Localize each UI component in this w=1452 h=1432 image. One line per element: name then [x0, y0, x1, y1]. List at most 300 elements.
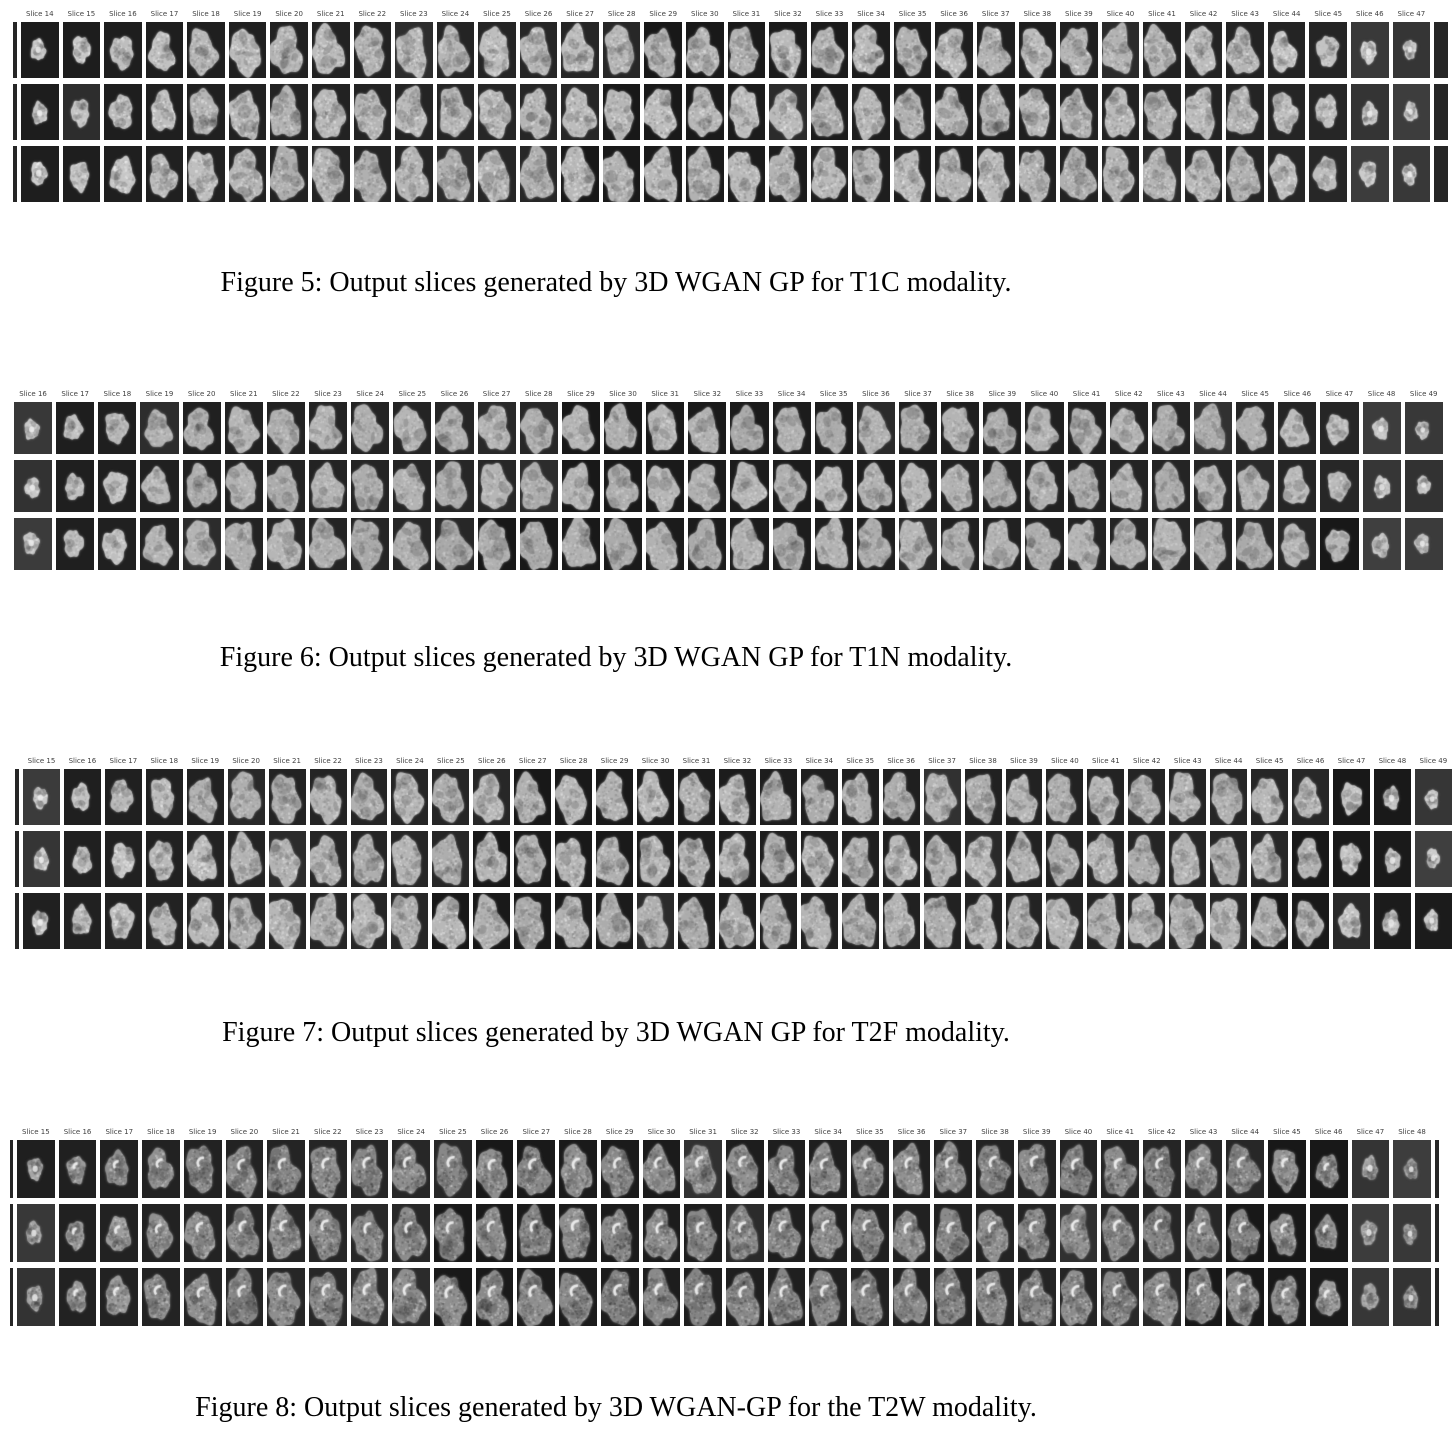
slice-label: Slice 23: [400, 10, 428, 18]
slice-label: Slice 31: [651, 390, 679, 398]
cropped-tile-sliver: [1434, 8, 1448, 202]
slice-column: [773, 388, 811, 570]
mri-slice-tile: [1363, 460, 1401, 512]
slice-column: [1393, 8, 1431, 202]
mri-slice-tile: [760, 893, 797, 949]
mri-slice-tile: [517, 1140, 555, 1198]
slice-column: [941, 388, 979, 570]
mri-slice-tile: [473, 769, 510, 825]
cropped-tile-sliver: [15, 755, 19, 949]
mri-slice-tile: [941, 402, 979, 454]
mri-slice-tile: [643, 1204, 681, 1262]
mri-slice-tile: [555, 769, 592, 825]
mri-slice-tile: [562, 402, 600, 454]
mri-slice-tile: [517, 1204, 555, 1262]
mri-slice-tile: [1068, 402, 1106, 454]
mri-slice-tile: [63, 84, 101, 140]
slice-column: [393, 388, 431, 570]
mri-slice-tile: [1320, 460, 1358, 512]
mri-slice-tile: [478, 460, 516, 512]
mri-slice-tile: [351, 518, 389, 570]
mri-slice-tile: [228, 769, 265, 825]
mri-slice-tile: [270, 84, 308, 140]
mri-slice-tile: [21, 146, 59, 202]
slice-column: [1006, 755, 1043, 949]
slice-label: Slice 24: [397, 1128, 425, 1136]
mri-slice-tile: [1019, 146, 1057, 202]
mri-slice-tile: [100, 1140, 138, 1198]
slice-column: [142, 1126, 180, 1326]
mri-slice-tile: [899, 518, 937, 570]
mri-slice-tile: [140, 402, 178, 454]
mri-slice-tile: [1352, 1268, 1390, 1326]
mri-slice-tile: [476, 1140, 514, 1198]
mri-slice-tile: [56, 518, 94, 570]
slice-label: Slice 31: [689, 1128, 717, 1136]
mri-slice-tile: [555, 893, 592, 949]
mri-slice-tile: [1143, 84, 1181, 140]
mri-slice-tile: [726, 1268, 764, 1326]
slice-label: Slice 32: [774, 10, 802, 18]
slice-label: Slice 15: [27, 757, 56, 765]
mri-slice-tile: [935, 146, 973, 202]
mri-slice-tile: [1194, 460, 1232, 512]
mri-slice-tile: [146, 893, 183, 949]
slice-label: Slice 20: [187, 390, 216, 398]
mri-slice-tile: [184, 1268, 222, 1326]
slice-label: Slice 26: [480, 1128, 509, 1136]
slice-column: [678, 755, 715, 949]
mri-slice-tile: [1087, 893, 1124, 949]
mri-slice-tile: [603, 84, 641, 140]
mri-slice-tile: [351, 402, 389, 454]
slice-column: [437, 8, 475, 202]
slice-column: [187, 8, 225, 202]
mri-slice-tile: [601, 1204, 639, 1262]
slice-column: [310, 755, 347, 949]
mri-slice-tile: [1363, 402, 1401, 454]
mri-slice-tile: [1352, 1204, 1390, 1262]
slice-column: [520, 8, 558, 202]
slice-label: Slice 34: [777, 390, 806, 398]
slice-label: Slice 28: [524, 390, 553, 398]
slice-label: Slice 48: [1378, 757, 1407, 765]
mri-slice-tile: [1060, 146, 1098, 202]
mri-slice-tile: [392, 1268, 430, 1326]
mri-slice-tile: [309, 460, 347, 512]
mri-slice-tile: [1210, 893, 1247, 949]
slice-column: [1185, 8, 1223, 202]
mri-slice-tile: [965, 831, 1002, 887]
mri-slice-tile: [1374, 893, 1411, 949]
mri-slice-tile: [815, 402, 853, 454]
mri-slice-tile: [437, 84, 475, 140]
mri-slice-tile: [105, 831, 142, 887]
mri-slice-tile: [1152, 460, 1190, 512]
mri-slice-tile: [1102, 22, 1140, 78]
slice-label: Slice 23: [355, 757, 383, 765]
slice-column: [1210, 755, 1247, 949]
mri-slice-tile: [309, 402, 347, 454]
slice-label: Slice 33: [764, 757, 793, 765]
mri-slice-tile: [1185, 146, 1223, 202]
slice-label: Slice 19: [233, 10, 262, 18]
slice-label: Slice 31: [732, 10, 761, 18]
mri-slice-tile: [1320, 402, 1358, 454]
mri-slice-tile: [1060, 1268, 1098, 1326]
slice-column: [520, 388, 558, 570]
mri-slice-tile: [1194, 402, 1232, 454]
mri-slice-tile: [842, 769, 879, 825]
mri-slice-tile: [1025, 460, 1063, 512]
sliver-label-space: [1434, 8, 1448, 21]
slice-column: [98, 388, 136, 570]
slice-column: [857, 388, 895, 570]
slice-label: Slice 48: [1398, 1128, 1426, 1136]
mri-slice-tile: [351, 769, 388, 825]
mri-slice-tile: [391, 769, 428, 825]
mri-slice-tile: [140, 518, 178, 570]
slice-label: Slice 47: [1397, 10, 1426, 18]
slice-label: Slice 49: [1409, 390, 1438, 398]
slice-label: Slice 39: [1065, 10, 1093, 18]
slice-label: Slice 44: [1214, 757, 1243, 765]
mri-slice-tile: [1363, 518, 1401, 570]
mri-slice-tile: [312, 22, 350, 78]
slice-column: [842, 755, 879, 949]
mri-slice-tile: [229, 146, 267, 202]
mri-slice-tile: [1393, 84, 1431, 140]
slice-column: [934, 1126, 972, 1326]
slice-label: Slice 27: [482, 390, 511, 398]
slice-column: [1393, 1126, 1431, 1326]
mri-slice-tile: [105, 769, 142, 825]
mri-slice-tile: [893, 1204, 931, 1262]
mri-slice-tile: [56, 460, 94, 512]
slice-label: Slice 29: [649, 10, 678, 18]
mri-slice-tile: [14, 518, 52, 570]
sliver-label-space: [15, 755, 19, 768]
mri-slice-tile: [801, 831, 838, 887]
slice-column: [769, 8, 807, 202]
mri-slice-tile: [719, 893, 756, 949]
mri-slice-tile: [1143, 1268, 1181, 1326]
mri-slice-tile: [1046, 893, 1083, 949]
mri-slice-tile: [719, 831, 756, 887]
slice-column: [184, 1126, 222, 1326]
mri-slice-tile: [883, 893, 920, 949]
slice-column: [728, 8, 766, 202]
mri-slice-tile: [976, 1204, 1014, 1262]
mri-slice-tile: [351, 893, 388, 949]
slice-column: [1405, 388, 1443, 570]
slice-label: Slice 29: [600, 757, 629, 765]
mri-slice-tile: [1101, 1204, 1139, 1262]
slice-label: Slice 25: [437, 757, 465, 765]
slice-label: Slice 25: [439, 1128, 467, 1136]
mri-slice-tile: [1068, 460, 1106, 512]
mri-slice-tile: [678, 893, 715, 949]
mri-slice-tile: [354, 22, 392, 78]
mri-slice-tile: [637, 769, 674, 825]
mri-slice-tile: [23, 893, 60, 949]
slice-column: [309, 1126, 347, 1326]
mri-slice-tile: [228, 893, 265, 949]
mri-slice-tile: [934, 1204, 972, 1262]
mri-slice-tile: [1143, 146, 1181, 202]
mri-slice-tile: [1210, 769, 1247, 825]
slice-label: Slice 41: [1092, 757, 1120, 765]
mri-slice-tile: [941, 518, 979, 570]
mri-slice-tile: [1102, 146, 1140, 202]
mri-slice-tile: [811, 84, 849, 140]
mri-slice-tile: [23, 831, 60, 887]
slice-label: Slice 15: [22, 1128, 50, 1136]
slice-label: Slice 24: [441, 10, 470, 18]
mri-slice-tile: [604, 460, 642, 512]
slice-column: [17, 1126, 55, 1326]
slice-column: [21, 8, 59, 202]
slice-column: [1185, 1126, 1223, 1326]
slice-label: Slice 20: [275, 10, 303, 18]
mri-slice-tile: [354, 84, 392, 140]
mri-slice-tile: [851, 1204, 889, 1262]
mri-slice-tile: [1046, 769, 1083, 825]
mri-slice-tile: [604, 402, 642, 454]
mri-slice-tile: [267, 402, 305, 454]
mri-slice-tile: [1278, 518, 1316, 570]
mri-slice-tile: [1060, 1140, 1098, 1198]
slice-column: [392, 1126, 430, 1326]
mri-slice-tile: [310, 893, 347, 949]
mri-slice-tile: [146, 22, 184, 78]
mri-slice-tile: [851, 1140, 889, 1198]
mri-slice-tile: [17, 1204, 55, 1262]
slice-label: Slice 20: [230, 1128, 259, 1136]
slice-label: Slice 15: [67, 10, 96, 18]
slice-label: Slice 17: [61, 390, 90, 398]
slice-column: [146, 8, 184, 202]
mri-slice-tile: [684, 1268, 722, 1326]
mri-slice-tile: [842, 893, 879, 949]
slice-label: Slice 30: [690, 10, 719, 18]
mri-slice-tile: [1068, 518, 1106, 570]
mri-slice-tile: [603, 22, 641, 78]
slice-column: [603, 8, 641, 202]
slice-label: Slice 36: [897, 1128, 926, 1136]
mri-slice-tile: [434, 1268, 472, 1326]
slice-label: Slice 16: [19, 390, 47, 398]
slice-column: [688, 388, 726, 570]
mri-slice-tile: [686, 146, 724, 202]
slice-column: [726, 1126, 764, 1326]
mri-slice-tile: [1025, 518, 1063, 570]
slice-column: [730, 388, 768, 570]
mri-slice-tile: [768, 1204, 806, 1262]
mri-slice-tile: [688, 460, 726, 512]
slice-column: [899, 388, 937, 570]
slice-column: [267, 1126, 305, 1326]
mri-slice-tile: [1320, 518, 1358, 570]
mri-slice-tile: [520, 518, 558, 570]
mri-slice-tile: [773, 460, 811, 512]
mri-slice-tile: [435, 518, 473, 570]
mri-slice-tile: [719, 769, 756, 825]
mri-slice-tile: [769, 84, 807, 140]
slice-column: [768, 1126, 806, 1326]
mri-slice-tile: [1374, 769, 1411, 825]
mri-slice-tile: [562, 460, 600, 512]
slice-label: Slice 32: [693, 390, 722, 398]
mri-slice-tile: [1226, 1204, 1264, 1262]
slice-label: Slice 43: [1173, 757, 1202, 765]
slice-column: [1352, 1126, 1390, 1326]
mri-slice-tile: [768, 1268, 806, 1326]
slice-label: Slice 33: [772, 1128, 801, 1136]
slice-column: [1268, 1126, 1306, 1326]
mri-slice-tile: [730, 402, 768, 454]
mri-slice-tile: [435, 460, 473, 512]
mri-slice-tile: [351, 831, 388, 887]
slice-column: [1278, 388, 1316, 570]
mri-slice-tile: [1415, 769, 1452, 825]
slice-label: Slice 47: [1356, 1128, 1385, 1136]
mri-slice-tile: [310, 831, 347, 887]
mri-slice-tile: [473, 831, 510, 887]
slice-column: [351, 755, 388, 949]
mri-slice-tile: [226, 1204, 264, 1262]
mri-slice-tile: [146, 84, 184, 140]
mri-slice-tile: [309, 518, 347, 570]
mri-slice-tile: [517, 1268, 555, 1326]
slice-label: Slice 38: [946, 390, 974, 398]
mri-slice-tile: [514, 893, 551, 949]
sliver-tile-fragment: [1435, 1204, 1439, 1262]
slice-column: [1110, 388, 1148, 570]
mri-slice-tile: [1351, 84, 1389, 140]
mri-slice-tile: [270, 146, 308, 202]
slice-label: Slice 33: [735, 390, 764, 398]
mri-slice-tile: [1226, 1140, 1264, 1198]
slice-label: Slice 18: [150, 757, 179, 765]
mri-slice-tile: [1006, 769, 1043, 825]
mri-slice-tile: [104, 84, 142, 140]
mri-slice-tile: [603, 146, 641, 202]
figure-7-slice-strip: [0, 755, 1452, 949]
slice-label: Slice 25: [398, 390, 427, 398]
mri-slice-tile: [1169, 893, 1206, 949]
sliver-tile-fragment: [13, 22, 17, 78]
mri-slice-tile: [309, 1204, 347, 1262]
sliver-tile-fragment: [1434, 22, 1448, 78]
mri-slice-tile: [1185, 1268, 1223, 1326]
slice-label: Slice 37: [928, 757, 956, 765]
mri-slice-tile: [184, 1140, 222, 1198]
slice-label: Slice 36: [862, 390, 890, 398]
figure-6-slice-strip: [0, 388, 1452, 570]
slice-column: [1351, 8, 1389, 202]
mri-slice-tile: [1415, 893, 1452, 949]
mri-slice-tile: [1060, 22, 1098, 78]
slice-column: [924, 755, 961, 949]
mri-slice-tile: [228, 831, 265, 887]
slice-label: Slice 35: [819, 390, 848, 398]
mri-slice-tile: [312, 84, 350, 140]
slice-column: [473, 755, 510, 949]
slice-column: [100, 1126, 138, 1326]
mri-slice-tile: [1310, 1204, 1348, 1262]
mri-slice-tile: [801, 893, 838, 949]
slice-label: Slice 16: [63, 1128, 92, 1136]
mri-slice-tile: [229, 84, 267, 140]
slice-column: [686, 8, 724, 202]
mri-slice-tile: [686, 22, 724, 78]
mri-slice-tile: [934, 1140, 972, 1198]
mri-slice-tile: [1110, 518, 1148, 570]
mri-slice-tile: [1185, 1140, 1223, 1198]
slice-label: Slice 22: [314, 757, 342, 765]
slice-label: Slice 40: [1051, 757, 1079, 765]
mri-slice-tile: [894, 146, 932, 202]
slice-label: Slice 18: [192, 10, 220, 18]
slice-column: [935, 8, 973, 202]
slice-label: Slice 42: [1189, 10, 1218, 18]
mri-slice-tile: [1268, 1204, 1306, 1262]
mri-slice-tile: [17, 1268, 55, 1326]
mri-slice-tile: [1143, 1140, 1181, 1198]
mri-slice-tile: [883, 769, 920, 825]
slice-column: [1060, 1126, 1098, 1326]
slice-label: Slice 21: [229, 390, 258, 398]
mri-slice-tile: [434, 1204, 472, 1262]
mri-slice-tile: [1310, 1268, 1348, 1326]
mri-slice-tile: [520, 146, 558, 202]
mri-slice-tile: [98, 402, 136, 454]
slice-label: Slice 36: [940, 10, 968, 18]
slice-column: [1102, 8, 1140, 202]
mri-slice-tile: [267, 1204, 305, 1262]
slice-column: [351, 1126, 389, 1326]
slice-label: Slice 47: [1337, 757, 1366, 765]
slice-column: [14, 388, 52, 570]
mri-slice-tile: [432, 769, 469, 825]
mri-slice-tile: [894, 22, 932, 78]
mri-slice-tile: [1268, 22, 1306, 78]
mri-slice-tile: [769, 146, 807, 202]
sliver-tile-fragment: [10, 1140, 13, 1198]
slice-label: Slice 16: [68, 757, 97, 765]
mri-slice-tile: [226, 1268, 264, 1326]
mri-slice-tile: [811, 146, 849, 202]
slice-label: Slice 17: [109, 757, 138, 765]
mri-slice-tile: [183, 402, 221, 454]
slice-column: [1268, 8, 1306, 202]
mri-slice-tile: [893, 1268, 931, 1326]
mri-slice-tile: [1236, 402, 1274, 454]
mri-slice-tile: [146, 831, 183, 887]
mri-slice-tile: [637, 893, 674, 949]
slice-label: Slice 18: [103, 390, 132, 398]
slice-column: [1128, 755, 1165, 949]
mri-slice-tile: [811, 22, 849, 78]
slice-label: Slice 34: [805, 757, 834, 765]
mri-slice-tile: [559, 1204, 597, 1262]
mri-slice-tile: [437, 22, 475, 78]
slice-column: [1060, 8, 1098, 202]
mri-slice-tile: [773, 518, 811, 570]
mri-slice-tile: [63, 22, 101, 78]
slice-column: [64, 755, 101, 949]
